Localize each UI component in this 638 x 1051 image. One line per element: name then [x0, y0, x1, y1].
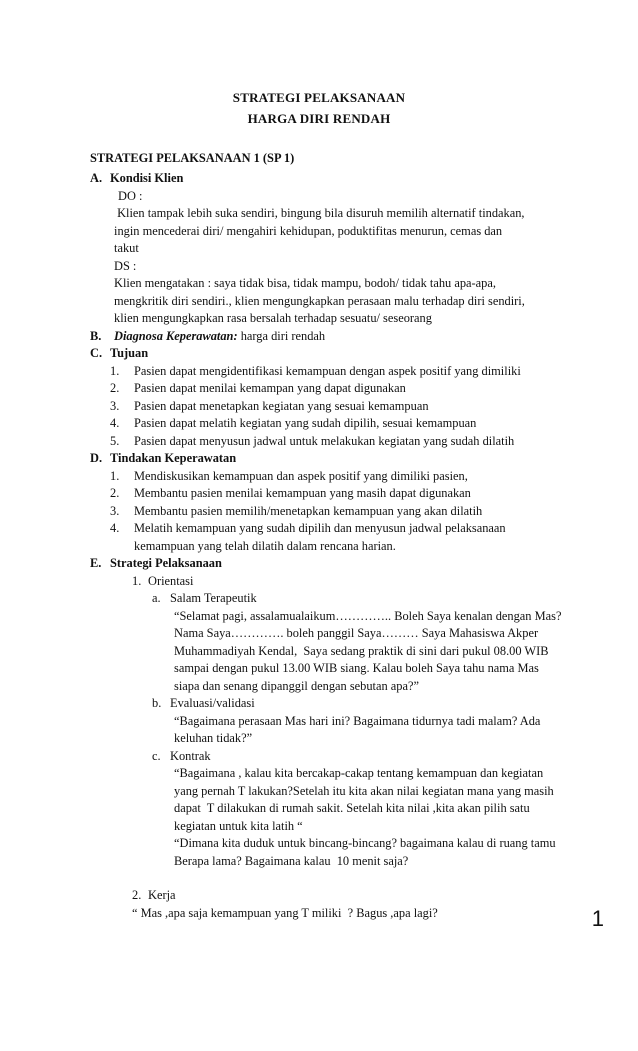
item-number: 2.	[110, 381, 120, 395]
item-number: 1.	[132, 573, 142, 588]
item-number: 1.	[110, 468, 120, 483]
page-number: 1	[591, 906, 604, 931]
item-number: 3.	[110, 398, 120, 413]
text-line: sampai dengan pukul 13.00 WIB siang. Kalau boleh Saya tahu nama Mas	[174, 661, 539, 675]
section-heading: Tindakan Keperawatan	[110, 451, 237, 465]
list-item	[110, 415, 570, 433]
document-subtitle: HARGA DIRI RENDAH	[247, 111, 391, 126]
text-line: dapat T dilakukan di rumah sakit. Setelah kita nilai ,kita akan pilih satu	[174, 801, 530, 815]
salam-terapeutik	[148, 590, 570, 695]
spacer	[110, 870, 570, 887]
section-a	[90, 170, 570, 328]
dialogue-text	[170, 608, 570, 696]
item-text: Pasien dapat menetapkan kegiatan yang sesuai kemampuan	[134, 398, 429, 413]
item-number: 4.	[110, 521, 120, 535]
item-text: Pasien dapat menyusun jadwal untuk melakukan kegiatan yang sudah dilatih	[134, 433, 515, 448]
section-letter: D.	[90, 451, 103, 465]
section-d	[90, 450, 570, 555]
subsection-label: Kontrak	[170, 748, 211, 763]
section-heading: Tujuan	[110, 346, 149, 360]
item-letter: c.	[152, 748, 161, 763]
text-line: ingin mencederai diri/ mengahiri kehidupan, poduktifitas menurun, cemas dan	[114, 223, 503, 238]
section-letter: B.	[90, 328, 102, 343]
dialogue-text	[170, 765, 570, 870]
item-text: Pasien dapat menilai kemampan yang dapat digunakan	[134, 381, 406, 395]
section-c	[90, 345, 570, 450]
text-line: “Dimana kita duduk untuk bincang-bincang? bagaimana kalau di ruang tamu	[174, 836, 556, 850]
text-line: Klien mengatakan : saya tidak bisa, tidak mampu, bodoh/ tidak tahu apa-apa,	[114, 276, 496, 290]
action-list	[110, 468, 570, 556]
text-line: Klien tampak lebih suka sendiri, bingung bila disuruh memilih alternatif tindakan,	[114, 206, 525, 220]
item-text: Membantu pasien menilai kemampuan yang masih dapat digunakan	[134, 486, 471, 500]
list-item	[110, 485, 570, 503]
section-heading: Diagnosa Keperawatan:	[114, 328, 238, 343]
text-line: DS :	[114, 258, 137, 273]
text-line: “Bagaimana perasaan Mas hari ini? Bagaimana tidurnya tadi malam? Ada	[174, 713, 541, 728]
list-item	[110, 380, 570, 398]
item-number: 2.	[110, 486, 120, 500]
section-heading: Kondisi Klien	[110, 171, 184, 185]
evaluasi-validasi	[148, 695, 570, 748]
item-text: Melatih kemampuan yang sudah dipilih dan menyusun jadwal pelaksanaan kemampuan yang telah dilatih dalam rencana harian.	[134, 521, 506, 553]
text-line: “Selamat pagi, assalamualaikum………….. Boleh Saya kenalan dengan Mas?	[174, 608, 562, 623]
document-body	[90, 170, 570, 922]
text-line: “Bagaimana , kalau kita bercakap-cakap tentang kemampuan dan kegiatan	[174, 766, 544, 780]
subsection-label: Orientasi	[148, 573, 194, 588]
text-line: yang pernah T lakukan?Setelah itu kita akan nilai kegiatan mana yang masih	[174, 783, 554, 798]
item-number: 1.	[110, 363, 120, 378]
text-line: keluhan tidak?”	[174, 731, 253, 745]
text-line: siapa dan senang dipanggil dengan sebutan apa?”	[174, 678, 419, 693]
item-text: Pasien dapat mengidentifikasi kemampuan dengan aspek positif yang dimiliki	[134, 363, 521, 378]
list-item	[110, 433, 570, 451]
text-line: DO :	[118, 188, 143, 203]
section-letter: C.	[90, 346, 103, 360]
section-b	[90, 328, 570, 346]
subsection-label: Salam Terapeutik	[170, 591, 257, 605]
section-e	[90, 555, 570, 922]
dialogue-text	[170, 713, 570, 748]
item-text: Membantu pasien memilih/menetapkan kemampuan yang akan dilatih	[134, 503, 483, 518]
item-number: 4.	[110, 416, 120, 430]
dialogue-text: “ Mas ,apa saja kemampuan yang T miliki ? Bagus ,apa lagi?	[132, 905, 438, 920]
item-number: 3.	[110, 503, 120, 518]
text-line: kegiatan untuk kita latih “	[174, 818, 303, 833]
list-item	[110, 503, 570, 521]
sp-heading: STRATEGI PELAKSANAAN 1 (SP 1)	[90, 151, 295, 165]
item-text: Mendiskusikan kemampuan dan aspek positif yang dimiliki pasien,	[134, 468, 468, 483]
list-item	[110, 398, 570, 416]
text-line: Berapa lama? Bagaimana kalau 10 menit saja?	[174, 853, 409, 868]
text-line: takut	[114, 241, 139, 255]
kontrak	[148, 748, 570, 871]
list-item	[110, 520, 570, 555]
subsection-label: Evaluasi/validasi	[170, 696, 255, 710]
section-letter: E.	[90, 556, 102, 570]
item-letter: a.	[152, 591, 161, 605]
text-line: Muhammadiyah Kendal, Saya sedang praktik di sini dari pukul 08.00 WIB	[174, 643, 549, 658]
text-line: klien mengungkapkan rasa bersalah terhadap sesuatu/ seseorang	[114, 311, 432, 325]
orientasi-section	[110, 573, 570, 871]
item-number: 5.	[110, 433, 120, 448]
text-line: mengkritik diri sendiri., klien mengungkapkan perasaan malu terhadap diri sendiri,	[114, 293, 525, 308]
list-item	[110, 363, 570, 381]
list-item	[110, 468, 570, 486]
item-letter: b.	[152, 696, 162, 710]
section-letter: A.	[90, 171, 103, 185]
item-number: 2.	[132, 888, 142, 902]
section-a-text	[110, 188, 570, 328]
diagnosis-text: harga diri rendah	[240, 328, 326, 343]
text-line: Nama Saya…………. boleh panggil Saya……… Saya Mahasiswa Akper	[174, 626, 539, 640]
document-title: STRATEGI PELAKSANAAN	[232, 90, 406, 105]
kerja-section	[110, 887, 570, 922]
section-heading: Strategi Pelaksanaan	[110, 556, 222, 570]
item-text: Pasien dapat melatih kegiatan yang sudah dipilih, sesuai kemampuan	[134, 416, 477, 430]
subsection-label: Kerja	[148, 888, 176, 902]
goal-list	[110, 363, 570, 451]
